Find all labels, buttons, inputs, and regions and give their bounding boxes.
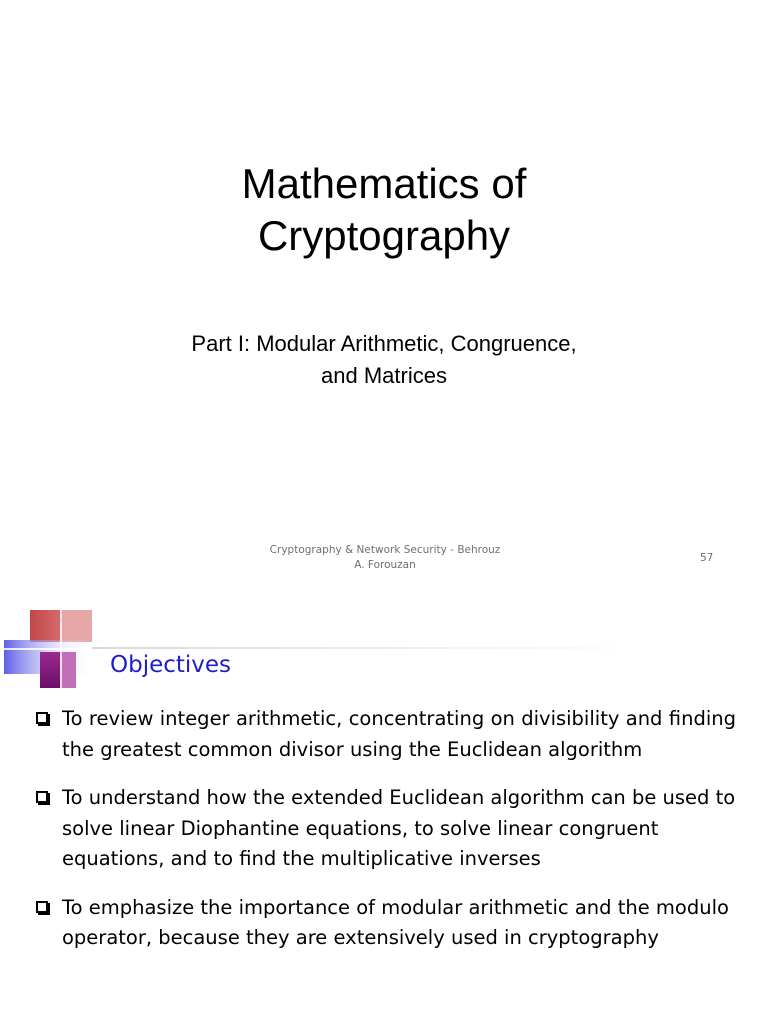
slide-footer-line-2: A. Forouzan	[354, 559, 416, 571]
list-item	[36, 704, 736, 765]
objectives-slide	[0, 600, 768, 1024]
slide-title-line-2: Cryptography	[257, 212, 511, 259]
slide-footer-line-1: Cryptography & Network Security - Behrouz	[269, 544, 501, 556]
slide-footer	[250, 543, 520, 573]
objectives-heading: Objectives	[110, 652, 232, 678]
page-number: 57	[700, 552, 714, 564]
checkbox-bullet-icon	[36, 901, 48, 913]
slide-subtitle	[0, 328, 768, 392]
list-item	[36, 783, 736, 875]
list-item-text: To emphasize the importance of modular arithmetic and the modulo operator, because they are extensively used in cryptography	[62, 895, 729, 949]
slide-subtitle-line-2: and Matrices	[321, 363, 447, 388]
list-item-text: To review integer arithmetic, concentrating on divisibility and finding the greatest common divisor using the Euclidean algorithm	[62, 707, 736, 761]
objectives-list	[36, 704, 736, 972]
slide-title	[0, 158, 768, 262]
slide-title-line-1: Mathematics of	[241, 160, 527, 207]
checkbox-bullet-icon	[36, 791, 48, 803]
heading-divider	[92, 647, 652, 649]
slide-subtitle-line-1: Part I: Modular Arithmetic, Congruence,	[191, 331, 577, 356]
checkbox-bullet-icon	[36, 712, 48, 724]
list-item-text: To understand how the extended Euclidean algorithm can be used to solve linear Diophantine equations, to solve linear congruent equations, and to find the multiplicative inverses	[62, 786, 736, 870]
list-item	[36, 893, 736, 954]
